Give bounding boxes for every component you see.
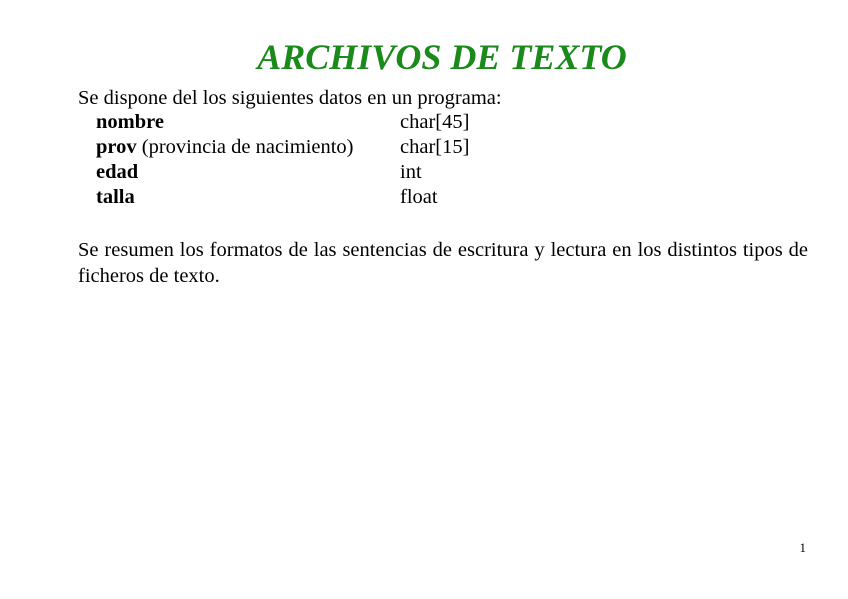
field-type: float bbox=[400, 186, 438, 208]
field-row-talla bbox=[96, 185, 496, 210]
field-type: char[45] bbox=[400, 111, 470, 133]
field-name-cell bbox=[96, 110, 164, 135]
field-type: int bbox=[400, 161, 422, 183]
field-row-prov bbox=[96, 135, 496, 160]
field-name: edad bbox=[96, 161, 139, 183]
field-list bbox=[96, 110, 496, 210]
field-row-edad bbox=[96, 160, 496, 185]
field-type: char[15] bbox=[400, 136, 470, 158]
field-note: (provincia de nacimiento) bbox=[136, 136, 354, 158]
page-number: 1 bbox=[799, 540, 806, 555]
page-title: ARCHIVOS DE TEXTO bbox=[257, 37, 627, 77]
field-name-cell bbox=[96, 160, 138, 185]
field-name: prov bbox=[96, 136, 137, 158]
field-name: nombre bbox=[96, 111, 164, 133]
field-name-cell bbox=[96, 185, 135, 210]
field-name-cell bbox=[96, 135, 354, 160]
intro-paragraph: Se dispone del los siguientes datos en un programa: bbox=[78, 87, 502, 109]
summary-paragraph: Se resumen los formatos de las sentencias de escritura y lectura en los distintos tipos de ficheros de texto. bbox=[78, 239, 808, 287]
field-row-nombre bbox=[96, 110, 496, 135]
field-name: talla bbox=[96, 186, 135, 208]
